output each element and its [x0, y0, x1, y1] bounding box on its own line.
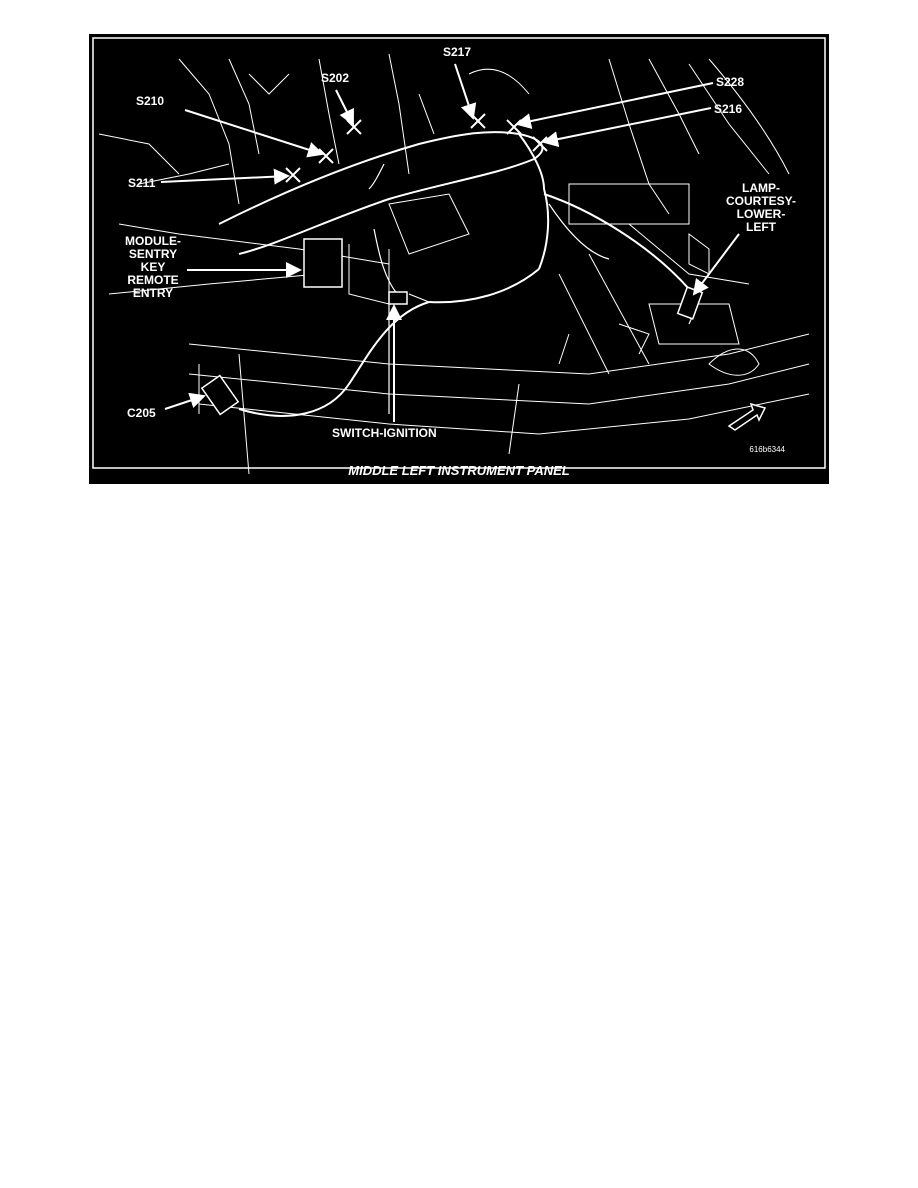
splice-x-s210	[319, 149, 333, 163]
callout-s211: S211	[128, 176, 156, 190]
leader-s210	[185, 110, 322, 154]
courtesy-lamp-connector	[678, 287, 703, 319]
ignition-switch-connector	[389, 292, 407, 304]
callout-s210: S210	[136, 94, 165, 108]
image-code: 616b6344	[749, 445, 785, 454]
callout-lamp-courtesy: LAMP- COURTESY- LOWER- LEFT	[725, 181, 796, 234]
callout-switch-ignition: SWITCH-IGNITION	[332, 426, 437, 440]
splice-x-s228	[507, 120, 521, 134]
leader-s202	[336, 90, 353, 124]
callout-s228: S228	[716, 75, 745, 89]
skreem-module-body	[304, 239, 342, 287]
leader-s217	[455, 64, 473, 118]
c205-connector	[202, 376, 238, 415]
splice-x-s216	[533, 137, 547, 151]
main-harness	[219, 132, 689, 416]
callout-s216: S216	[714, 102, 743, 116]
callout-s202: S202	[321, 71, 350, 85]
branch-wires	[369, 164, 695, 414]
leader-s211	[161, 176, 288, 182]
leader-s228	[517, 83, 713, 124]
leader-c205	[165, 396, 204, 409]
splice-x-s211	[286, 168, 300, 182]
splice-x-s202	[347, 120, 361, 134]
splice-marks	[286, 114, 547, 182]
front-arrow-icon	[729, 404, 765, 430]
callout-s217: S217	[443, 45, 472, 59]
callout-module-sentry-key: MODULE- SENTRY KEY REMOTE ENTRY	[125, 234, 181, 300]
callout-c205: C205	[127, 406, 156, 420]
wiring-diagram	[89, 34, 829, 484]
figure-caption: MIDDLE LEFT INSTRUMENT PANEL	[348, 463, 570, 478]
